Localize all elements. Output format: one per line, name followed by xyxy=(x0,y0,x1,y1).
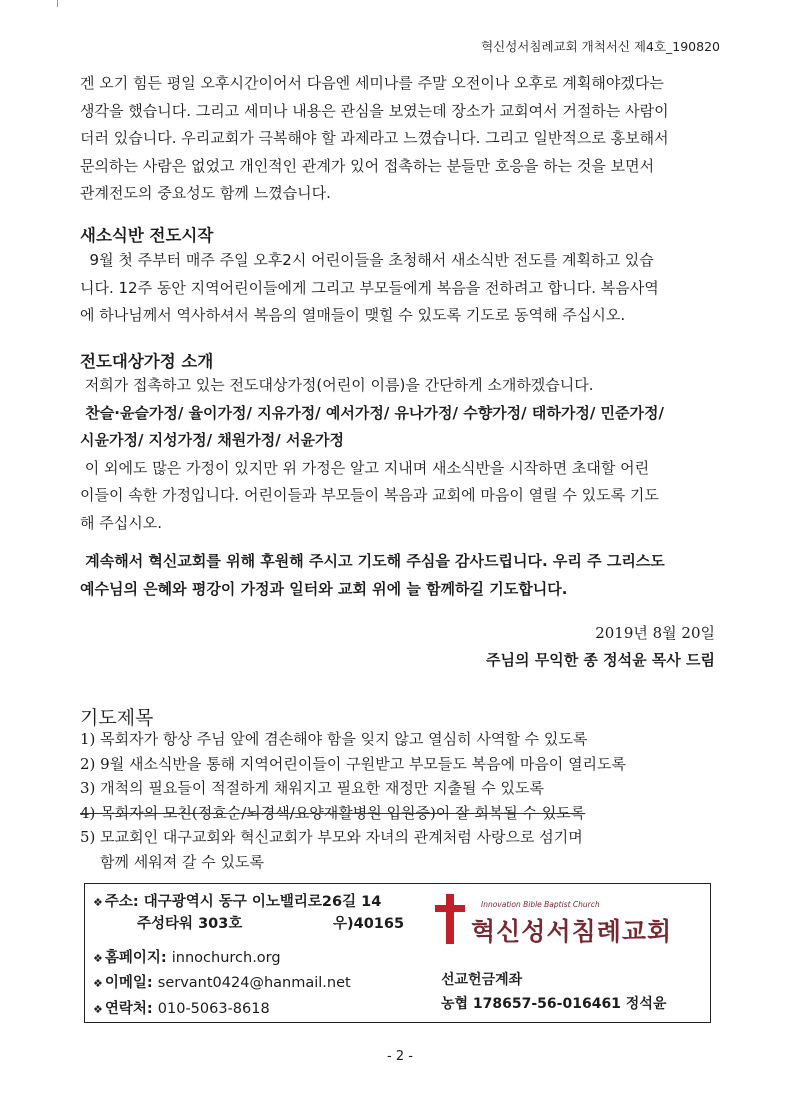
contact-box xyxy=(84,883,711,1023)
prayer-item: 2) 9월 새소식반을 통해 지역어린이들이 구원받고 부모들도 복음에 마음이 열리도록 xyxy=(80,754,627,773)
intro-paragraph xyxy=(80,70,712,208)
prayer-item: 1) 목회자가 항상 주님 앞에 겸손해야 함을 잊지 않고 열심히 사역할 수 있도록 xyxy=(80,730,588,748)
closing-paragraph xyxy=(80,548,712,603)
text-line: 생각을 했습니다. 그리고 세미나 내용은 관심을 보였는데 장소가 교회여서 거절하는 사람이 xyxy=(80,101,669,120)
text-line: 에 하나님께서 역사하셔서 복음의 열매들이 맺힐 수 있도록 기도로 동역해 주십시오. xyxy=(80,306,626,324)
email-address[interactable]: servant0424@hanmail.net xyxy=(157,975,351,991)
address-label: 주소: xyxy=(104,894,139,910)
church-korean-name: 혁신성서침례교회 xyxy=(471,917,673,946)
section-title-families: 전도대상가정 소개 xyxy=(80,352,214,371)
church-logo xyxy=(435,894,705,944)
prayer-item: 3) 개척의 필요들이 적절하게 채워지고 필요한 재정만 지출될 수 있도록 xyxy=(80,779,545,797)
text-line: 계속해서 혁신교회를 위해 후원해 주시고 기도해 주심을 감사드립니다. 우리 주 그리스도 xyxy=(80,552,665,570)
postal-row xyxy=(333,912,404,933)
mission-label: 선교헌금계좌 xyxy=(441,972,523,988)
address-row-2 xyxy=(137,912,242,933)
family-list-line: 시윤가정/ 지성가정/ 채원가정/ 서윤가정 xyxy=(80,431,344,449)
family-list-line: 찬슬·윤슬가정/ 율이가정/ 지유가정/ 예서가정/ 유나가정/ 수향가정/ 태하가정/ 민준가정/ xyxy=(80,403,664,422)
text-line: 예수님의 은혜와 평강이 가정과 일터와 교회 위에 늘 함께하길 기도합니다. xyxy=(80,579,568,598)
text-line: 저희가 접촉하고 있는 전도대상가정(어린이 이름)을 간단하게 소개하겠습니다. xyxy=(80,376,594,394)
prayer-title: 기도제목 xyxy=(80,707,154,729)
scan-mark xyxy=(57,0,58,7)
diamond-bullet-icon: ❖ xyxy=(93,952,103,965)
text-line: 문의하는 사람은 없었고 개인적인 관계가 있어 접촉하는 분들만 호응을 하는 것을 보면서 xyxy=(80,156,655,175)
homepage-label: 홈페이지: xyxy=(104,950,167,966)
text-line: 9월 첫 주부터 매주 주일 오후2시 어린이들을 초청해서 새소식반 전도를 계획하고 있습 xyxy=(80,251,654,269)
page-number: - 2 - xyxy=(387,1049,413,1064)
church-english-name: Innovation Bible Baptist Church xyxy=(481,900,600,909)
email-row xyxy=(93,971,351,992)
text-line: 이들이 속한 가정입니다. 어린이들과 부모들이 복음과 교회에 마음이 열릴 수 있도록 기도 xyxy=(80,486,659,504)
prayer-item: 4) 목회자의 모친(정효순/뇌경색/요양재활병원 입원중)이 잘 회복될 수 있도록 xyxy=(80,803,586,822)
text-line: 이 외에도 많은 가정이 있지만 위 가정은 알고 지내며 새소식반을 시작하면 초대할 어린 xyxy=(80,458,650,477)
cross-icon xyxy=(435,894,465,944)
diamond-bullet-icon: ❖ xyxy=(93,1003,103,1016)
phone-number: 010-5063-8618 xyxy=(157,1001,270,1017)
diamond-bullet-icon: ❖ xyxy=(93,977,103,990)
homepage-row xyxy=(93,946,281,967)
address-line1: 대구광역시 동구 이노밸리로26길 14 xyxy=(143,894,382,910)
email-label: 이메일: xyxy=(104,975,153,991)
mission-account xyxy=(441,968,666,1016)
families-paragraph xyxy=(80,372,712,537)
prayer-item: 5) 모교회인 대구교회와 혁신교회가 부모와 자녀의 관계처럼 사랑으로 섬기며 xyxy=(80,828,583,846)
address-row xyxy=(93,890,381,911)
diamond-bullet-icon: ❖ xyxy=(93,896,103,909)
phone-row xyxy=(93,997,270,1018)
prayer-item-continuation: 함께 세워져 갈 수 있도록 xyxy=(100,852,264,871)
homepage-link[interactable]: innochurch.org xyxy=(171,950,281,966)
phone-label: 연락처: xyxy=(104,1001,153,1017)
text-line: 해 주십시오. xyxy=(80,513,162,532)
section-title-news-club: 새소식반 전도시작 xyxy=(80,226,214,245)
news-club-paragraph xyxy=(80,247,712,330)
postal-code: 우)40165 xyxy=(333,916,405,932)
signature: 주님의 무익한 종 정석윤 목사 드림 xyxy=(486,651,715,669)
text-line: 더러 있습니다. 우리교회가 극복해야 할 과제라고 느꼈습니다. 그리고 일반적으로 홍보해서 xyxy=(80,129,669,147)
address-line2: 주성타워 303호 xyxy=(137,916,243,932)
text-line: 관계전도의 중요성도 함께 느꼈습니다. xyxy=(80,184,331,202)
newsletter-header: 혁신성서침례교회 개척서신 제4호_190820 xyxy=(481,39,720,54)
prayer-list xyxy=(80,727,720,874)
letter-date: 2019년 8월 20일 xyxy=(595,624,715,642)
mission-account-number: 농협 178657-56-016461 정석윤 xyxy=(441,996,667,1012)
text-line: 겐 오기 힘든 평일 오후시간이어서 다음엔 세미나를 주말 오전이나 오후로 계획해야겠다는 xyxy=(80,74,664,92)
text-line: 니다. 12주 동안 지역어린이들에게 그리고 부모들에게 복음을 전하려고 합니다. 복음사역 xyxy=(80,278,659,297)
